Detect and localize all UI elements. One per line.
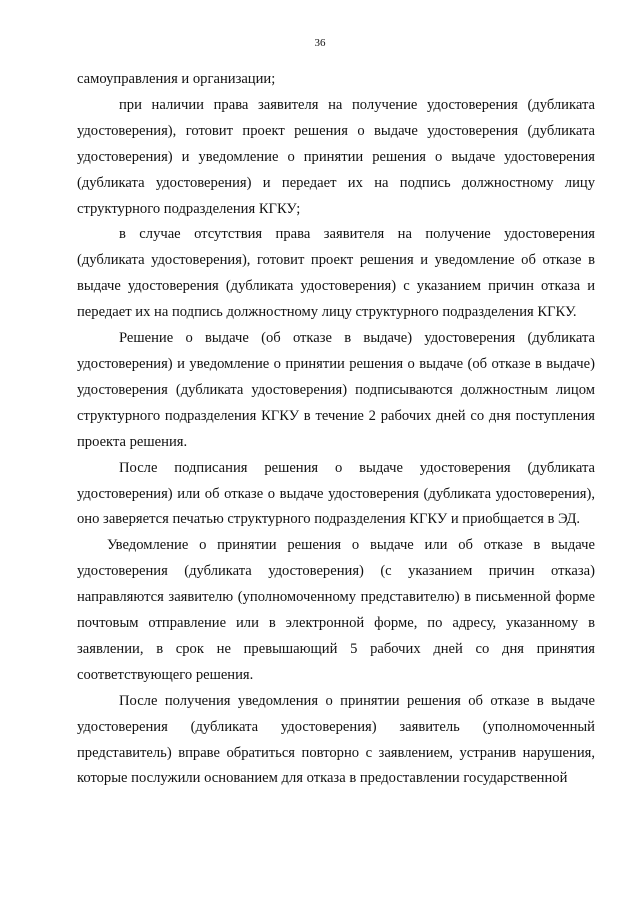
paragraph-notification-sending: Уведомление о принятии решения о выдаче или об отказе в выдаче удостоверения (дубликата удостоверения) (с указанием причин отказа) направляются заявителю (уполномоченному представителю) в письменной форме почтовым отправление или в электронной форме, по адресу, указанному в заявлении, в срок не превышающий 5 рабочих дней со дня принятия соответствующего решения. — [77, 537, 595, 683]
paragraph-right-present: при наличии права заявителя на получение удостоверения (дубликата удостоверения), готовит проект решения о выдаче удостоверения (дубликата удостоверения) и уведомление о принятии решения о выдаче удостоверения (дубликата удостоверения) и передает их на подпись должностному лицу структурного подразделения КГКУ; — [77, 96, 595, 217]
paragraph-after-signing: После подписания решения о выдаче удостоверения (дубликата удостоверения) или об отказе о выдаче удостоверения (дубликата удостоверения), оно заверяется печатью структурного подразделения КГКУ и приобщается в ЭД. — [77, 459, 595, 528]
paragraph-right-absent: в случае отсутствия права заявителя на получение удостоверения (дубликата удостоверения), готовит проект решения и уведомление об отказе в выдаче удостоверения (дубликата удостоверения) с указанием причин отказа и передает их на подпись должностному лицу структурного подразделения КГКУ. — [77, 226, 595, 321]
paragraph-self-government-continuation: самоуправления и организации; — [77, 71, 276, 87]
page-number: 36 — [314, 37, 326, 49]
paragraph-repeat-application: После получения уведомления о принятии решения об отказе в выдаче удостоверения (дубликата удостоверения) заявитель (уполномоченный представитель) вправе обратиться повторно с заявлением, устранив нарушения, которые послужили основанием для отказа в предоставлении государственной — [77, 692, 595, 787]
document-body — [77, 67, 595, 792]
paragraph-decision-signing: Решение о выдаче (об отказе в выдаче) удостоверения (дубликата удостоверения) и уведомление о принятии решения о выдаче (об отказе в выдаче) удостоверения (дубликата удостоверения) подписываются должностным лицом структурного подразделения КГКУ в течение 2 рабочих дней со дня поступления проекта решения. — [77, 330, 595, 450]
